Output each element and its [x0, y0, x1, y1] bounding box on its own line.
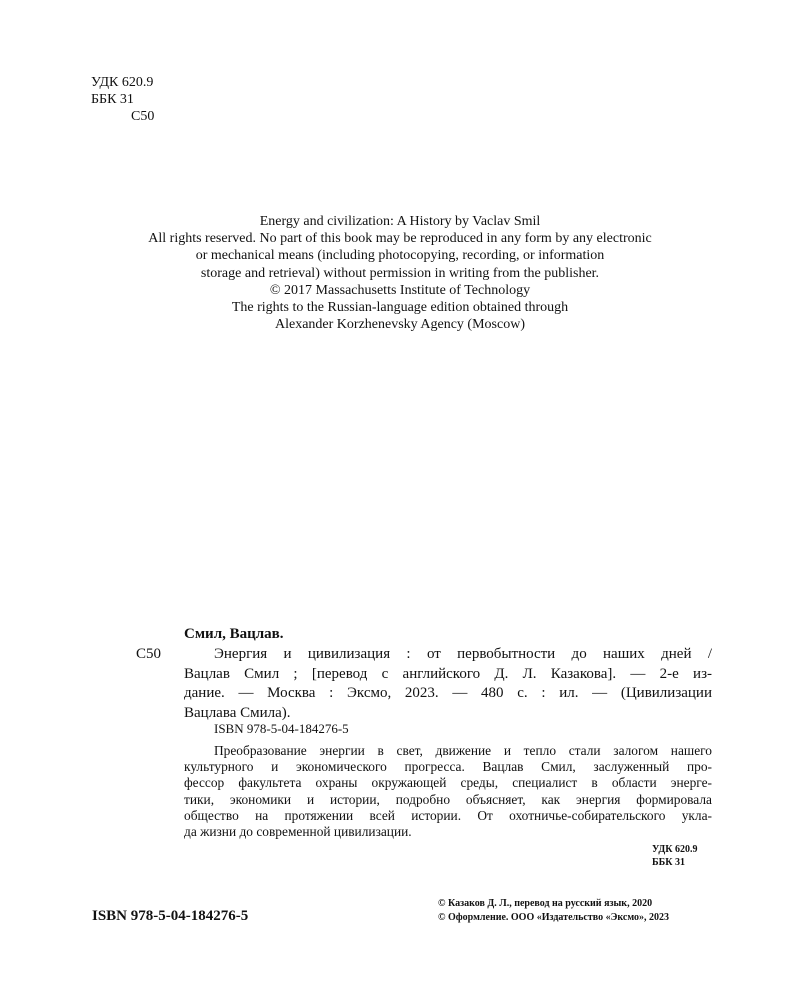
bbk-code-bottom: ББК 31 — [652, 857, 685, 868]
copyright-notice — [438, 897, 669, 925]
annotation-line: фессор факультета охраны окружающей среды, специалист в области энерге- — [184, 775, 712, 791]
annotation — [184, 743, 712, 840]
record-isbn: ISBN 978-5-04-184276-5 — [214, 721, 349, 736]
description-line: Вацлава Смила). — [184, 704, 291, 721]
copyright-line: © Оформление. ООО «Издательство «Эксмо», 2023 — [438, 912, 669, 923]
classification-block — [91, 74, 154, 125]
rights-notice — [0, 213, 800, 333]
author-heading: Смил, Вацлав. — [184, 626, 284, 642]
record-author-sign: С50 — [136, 646, 162, 662]
footer-isbn: ISBN 978-5-04-184276-5 — [92, 908, 249, 924]
annotation-line: тики, экономики и истории, подробно объясняет, как энергия формировала — [184, 791, 712, 807]
rights-line: storage and retrieval) without permission in writing from the publisher. — [200, 265, 600, 281]
annotation-line: Преобразование энергии в свет, движение и тепло стали залогом нашего — [214, 743, 712, 758]
annotation-line: общество на протяжении всей истории. От охотничье-собирательского укла- — [184, 807, 712, 823]
annotation-line: культурного и экономического прогресса. Вацлав Смил, заслуженный про- — [184, 759, 712, 775]
rights-line: or mechanical means (including photocopying, recording, or information — [195, 248, 605, 264]
description-line: дание. — Москва : Эксмо, 2023. — 480 с. : ил. — (Цивилизации — [184, 685, 712, 701]
copyright-line: © Казаков Д. Л., перевод на русский язык, 2020 — [438, 898, 653, 909]
rights-line: Alexander Korzhenevsky Agency (Moscow) — [275, 317, 525, 333]
classification-bottom — [652, 843, 697, 869]
bbk-code: ББК 31 — [91, 92, 134, 107]
rights-line: © 2017 Massachusetts Institute of Technology — [269, 282, 531, 298]
rights-line: All rights reserved. No part of this book may be reproduced in any form by any electronic — [148, 231, 652, 247]
udk-code: УДК 620.9 — [91, 75, 154, 90]
description-line: Энергия и цивилизация : от первобытности до наших дней / — [214, 646, 712, 662]
udk-code-bottom: УДК 620.9 — [652, 844, 698, 855]
rights-line: The rights to the Russian-language edition obtained through — [231, 300, 569, 316]
author-sign: С50 — [131, 109, 155, 124]
annotation-line: да жизни до современной цивилизации. — [184, 824, 412, 840]
rights-line: Energy and civilization: A History by Vaclav Smil — [259, 214, 541, 229]
description-line: Вацлав Смил ; [перевод с английского Д. Л. Казакова]. — 2-е из- — [184, 665, 712, 682]
record-description — [184, 645, 712, 723]
